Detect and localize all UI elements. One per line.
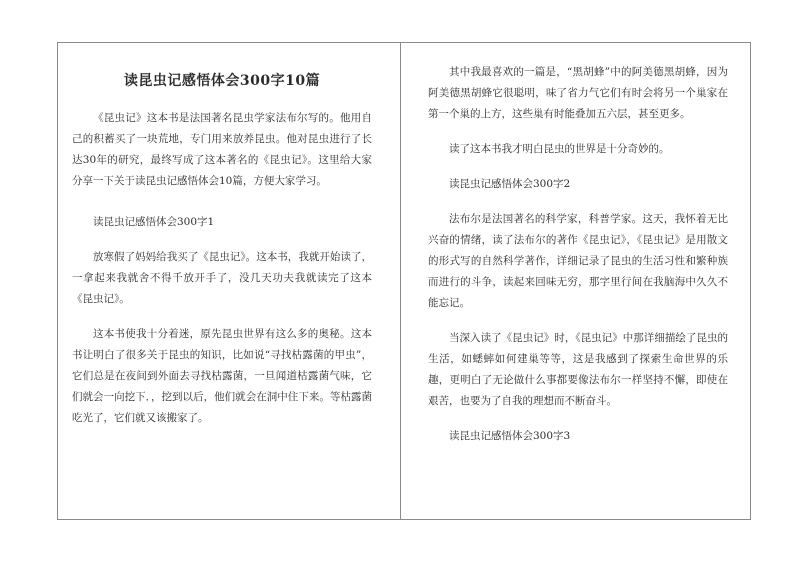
section-2-heading: 读昆虫记感悟体会300字2 xyxy=(449,178,571,190)
section-3-heading: 读昆虫记感悟体会300字3 xyxy=(449,430,571,442)
section-1-paragraph-3: 其中我最喜欢的一篇是，“黑胡蜂”中的阿美德黑胡蜂，因为阿美德黑胡蜂它很聪明，味了省力气它们有时会将另一个巢家在第一个巢的上方，这些巢有时能叠加五六层，甚至更多。 xyxy=(428,66,728,120)
section-1-paragraph-2: 这本书使我十分着迷，原先昆虫世界有这么多的奥秘。这本书让明白了很多关于昆虫的知识，比如说“寻找枯露菌的甲虫”，它们总是在夜间到外面去寻找枯露菌，一旦闻道枯露菌气味，它们就会一向挖下．，挖到以后，他们就会在洞中住下来。等枯露菌吃光了，它们就又该搬家了。 xyxy=(72,328,372,424)
section-1-paragraph-4: 读了这本书我才明白昆虫的世界是十分奇妙的。 xyxy=(449,143,670,155)
document-title: 读昆虫记感悟体会300字10篇 xyxy=(123,73,321,89)
section-1-heading: 读昆虫记感悟体会300字1 xyxy=(93,216,215,228)
left-column xyxy=(72,48,372,429)
column-divider xyxy=(400,42,401,520)
section-2-paragraph-2: 当深入读了《昆虫记》时，《昆虫记》中那详细描绘了昆虫的生活，如蟋蟀如何建巢等等，这是我感到了探索生命世界的乐趣，更明白了无论做什么事都要像法布尔一样坚持不懈，即使在艰苦，也要为了自我的理想而不断奋斗。 xyxy=(428,332,728,407)
intro-paragraph: 《昆虫记》这本书是法国著名昆虫学家法布尔写的。他用自己的积蓄买了一块荒地，专门用来放养昆虫。他对昆虫进行了长达30年的研究，最终写成了这本著名的《昆虫记》。这里给大家分享一下关于读昆虫记感悟体会10篇，方便大家学习。 xyxy=(72,112,372,187)
section-1-paragraph-1: 放寒假了妈妈给我买了《昆虫记》。这本书，我就开始读了，一拿起来我就舍不得千放开手了，没几天功夫我就读完了这本《昆虫记》。 xyxy=(72,251,372,305)
right-column xyxy=(428,48,728,447)
section-2-paragraph-1: 法布尔是法国著名的科学家，科普学家。这天，我怀着无比兴奋的情绪，读了法布尔的著作《昆虫记》，《昆虫记》是用散文的形式写的自然科学著作，详细记录了昆虫的生活习性和繁种族而进行的斗争，读起来回味无穷，那字里行间在我脑海中久久不能忘记。 xyxy=(428,213,728,309)
